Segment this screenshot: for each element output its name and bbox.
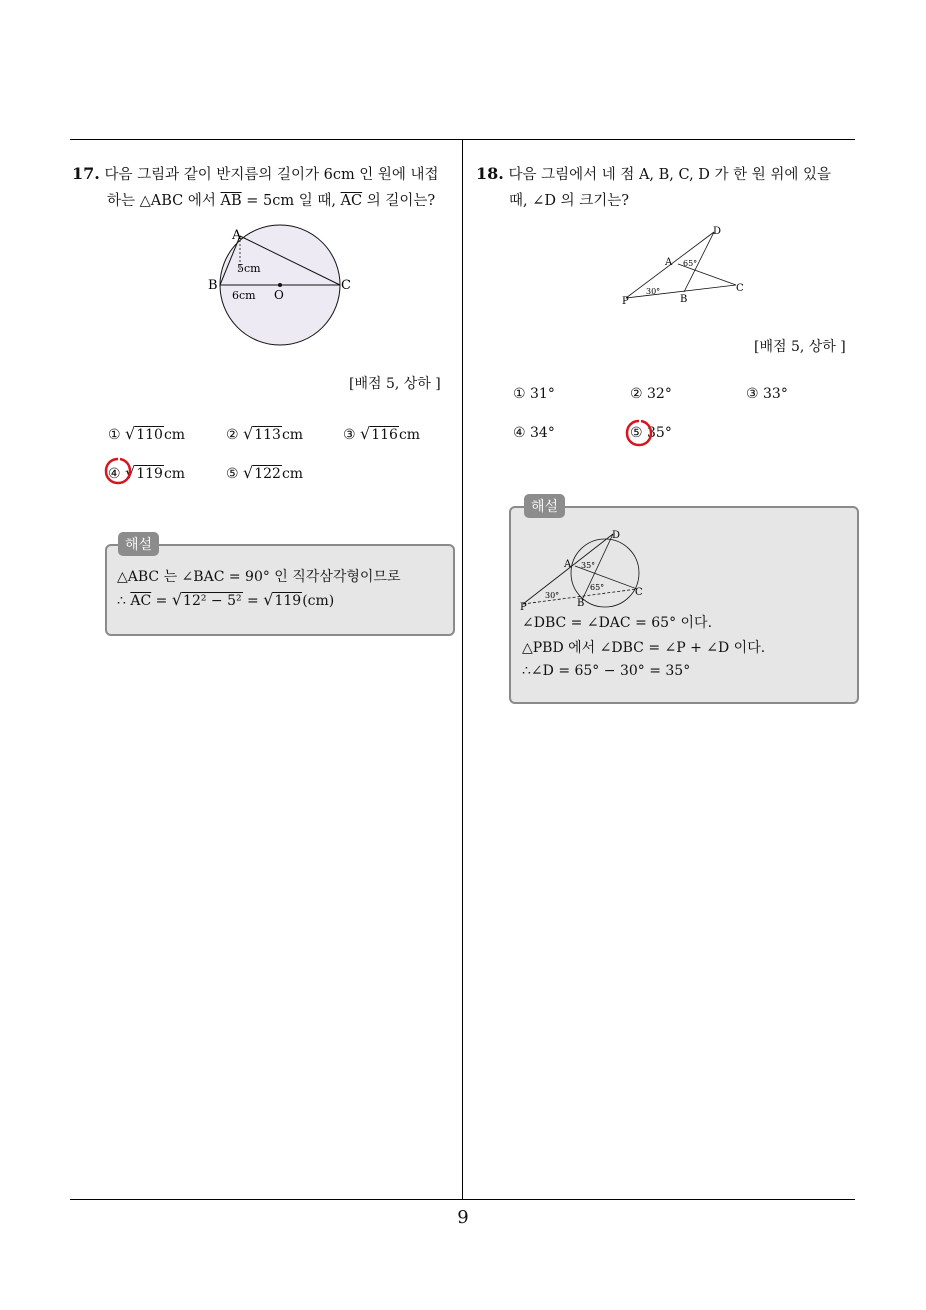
page-number: 9	[457, 1207, 469, 1228]
choice-value: 32°	[647, 386, 672, 402]
sqrt-expression: √12² − 5²	[171, 590, 242, 609]
label-p: P	[622, 296, 629, 307]
choice-number: ①	[108, 427, 121, 443]
sqrt-expression: √122	[243, 463, 281, 482]
label-c: C	[635, 587, 643, 598]
choice-number: ④	[108, 466, 121, 482]
segment-ac: $\overline{AC}$	[130, 593, 152, 609]
q18-choice-1[interactable]	[513, 386, 555, 402]
segment-ab: $\overline{AB}$	[220, 193, 242, 209]
q17-choice-3[interactable]	[343, 424, 420, 443]
choice-number: ①	[513, 386, 526, 402]
choice-value: 31°	[530, 386, 555, 402]
angle-65: 65°	[590, 583, 605, 592]
question-18-line1	[476, 161, 861, 188]
label-c: C	[341, 278, 351, 293]
q17-choice-1[interactable]	[108, 424, 185, 443]
unit: cm	[163, 466, 186, 482]
sqrt-expression: √116	[360, 424, 398, 443]
sqrt-expression: √113	[243, 424, 281, 443]
q18-choice-3[interactable]	[746, 386, 788, 402]
choice-number: ②	[226, 427, 239, 443]
radicand: 119	[136, 466, 163, 482]
choice-value: 34°	[530, 425, 555, 441]
question-17-text2b: = 5cm 일 때,	[241, 193, 341, 209]
choice-number: ⑤	[226, 466, 239, 482]
choice-number: ④	[513, 425, 526, 441]
q18-explanation-figure	[515, 526, 650, 614]
therefore-symbol: ∴	[117, 593, 131, 609]
question-18-text1: 다음 그림에서 네 점 A, B, C, D 가 한 원 위에 있을	[508, 167, 832, 183]
sqrt-result: √119	[263, 590, 302, 609]
unit: cm	[281, 466, 304, 482]
center-dot	[278, 283, 282, 287]
choice-number: ③	[746, 386, 759, 402]
q18-explanation-line1: ∠DBC = ∠DAC = 65° 이다.	[522, 615, 713, 631]
q18-explanation-line3: ∴∠D = 65° − 30° = 35°	[522, 663, 691, 679]
radicand: 116	[371, 427, 398, 443]
cyclic-circle	[571, 539, 639, 607]
unit: cm	[281, 427, 304, 443]
label-5cm: 5cm	[237, 262, 261, 275]
label-b: B	[577, 598, 585, 609]
q18-explanation-tag: 해설	[524, 494, 565, 518]
sqrt-expression: √110	[125, 424, 163, 443]
question-18-figure	[618, 222, 753, 308]
angle-35: 35°	[581, 561, 596, 570]
q17-choice-2[interactable]	[226, 424, 303, 443]
question-18-line2: 때, ∠D 의 크기는?	[509, 193, 630, 209]
question-17	[72, 161, 457, 214]
question-17-line1	[72, 161, 457, 188]
question-17-text2c: 의 길이는?	[362, 193, 436, 209]
label-a: A	[564, 559, 572, 570]
label-b: B	[208, 278, 218, 293]
q18-choice-4[interactable]	[513, 425, 555, 441]
question-18-number: 18.	[476, 164, 504, 183]
column-divider	[462, 139, 463, 1200]
question-17-number: 17.	[72, 164, 100, 183]
unit: cm	[398, 427, 421, 443]
answer-mark-circle	[103, 456, 133, 486]
choice-number: ③	[343, 427, 356, 443]
choice-value: 35°	[647, 425, 672, 441]
segment-ac: $\overline{AC}$	[340, 193, 363, 209]
radicand: 122	[254, 466, 281, 482]
angle-65: 65°	[683, 259, 698, 268]
equals: =	[242, 593, 264, 609]
radicand: 12² − 5²	[183, 593, 242, 609]
choice-number: ⑤	[630, 425, 643, 441]
question-18-score: [배점 5, 상하 ]	[754, 339, 846, 355]
q17-choice-5[interactable]	[226, 463, 303, 482]
unit: (cm)	[302, 593, 335, 609]
label-b: B	[680, 294, 688, 305]
label-p: P	[520, 602, 527, 613]
radicand: 110	[136, 427, 163, 443]
q17-explanation-tag: 해설	[118, 532, 159, 556]
answer-mark-circle	[624, 418, 654, 448]
q18-choice-2[interactable]	[630, 386, 672, 402]
label-6cm: 6cm	[232, 289, 256, 302]
radicand: 119	[274, 593, 302, 609]
question-17-score: [배점 5, 상하 ]	[349, 376, 441, 392]
label-d: D	[713, 226, 722, 237]
question-17-text1: 다음 그림과 같이 반지름의 길이가 6cm 인 원에 내접	[104, 167, 439, 183]
equals: =	[151, 593, 172, 609]
radicand: 113	[254, 427, 281, 443]
label-a: A	[665, 257, 673, 268]
q17-explanation-line2	[117, 590, 334, 609]
question-18	[476, 161, 861, 214]
label-d: D	[612, 530, 621, 541]
bottom-rule	[70, 1199, 855, 1200]
question-17-figure	[205, 222, 355, 352]
choice-value: 33°	[763, 386, 788, 402]
question-17-text2a: 하는 △ABC 에서	[107, 193, 221, 209]
q18-explanation-line2: △PBD 에서 ∠DBC = ∠P + ∠D 이다.	[522, 640, 766, 656]
angle-30: 30°	[646, 287, 661, 296]
label-c: C	[736, 283, 744, 294]
question-17-line2	[72, 188, 457, 214]
label-o: O	[274, 288, 284, 302]
choice-number: ②	[630, 386, 643, 402]
sqrt-expression: √119	[125, 463, 163, 482]
unit: cm	[163, 427, 186, 443]
q17-explanation-line1: △ABC 는 ∠BAC = 90° 인 직각삼각형이므로	[117, 569, 401, 585]
label-a: A	[232, 228, 242, 243]
angle-30: 30°	[545, 591, 560, 600]
